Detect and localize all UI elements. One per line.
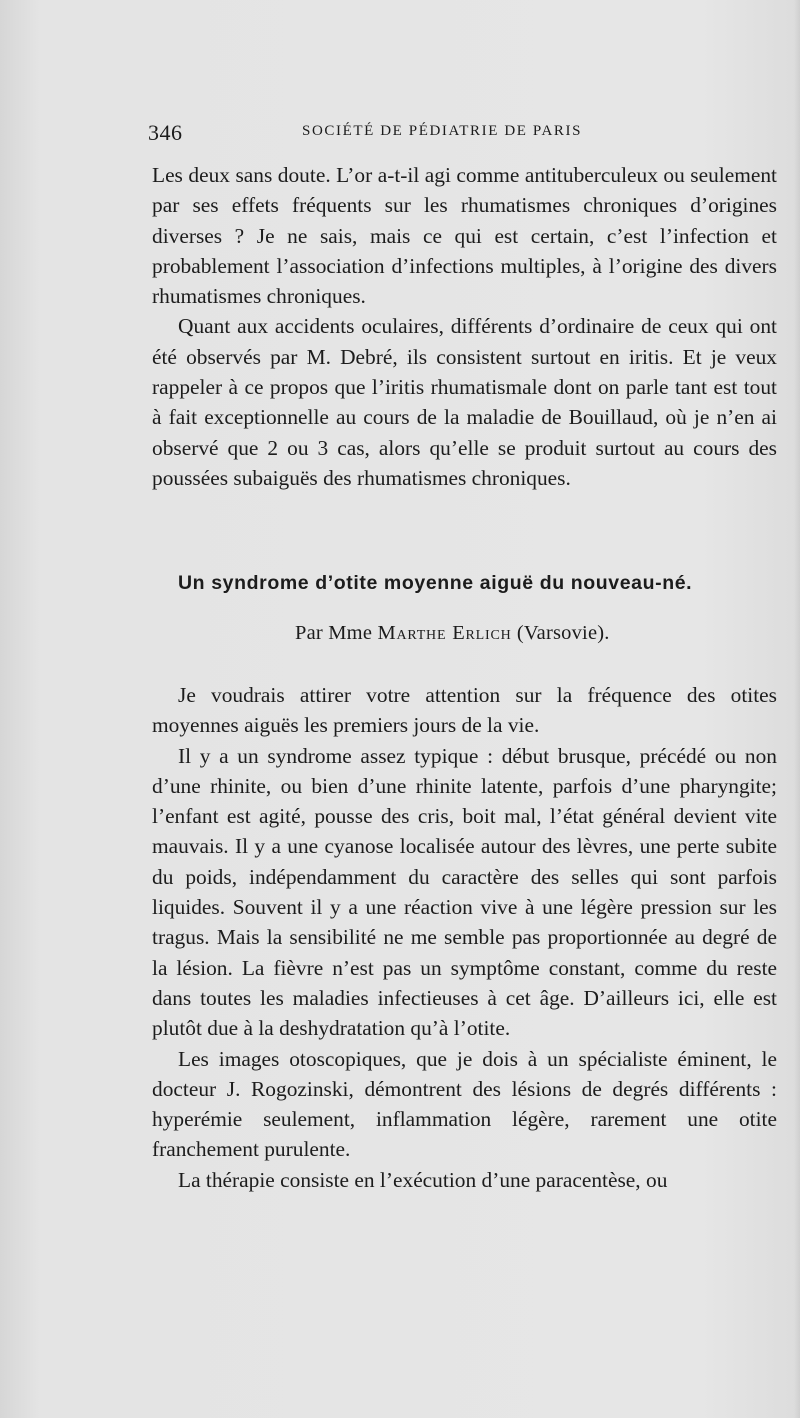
previous-discussion-text (152, 160, 777, 493)
article-body (152, 680, 777, 1195)
page-number: 346 (148, 120, 183, 145)
running-head (148, 120, 638, 150)
paragraph: La thérapie consiste en l’exécution d’une paracentèse, ou (178, 1167, 668, 1192)
journal-title: SOCIÉTÉ DE PÉDIATRIE DE PARIS (302, 123, 583, 139)
author-affiliation: (Varsovie). (511, 622, 610, 644)
paragraph: Les deux sans doute. L’or a-t-il agi comme antituberculeux ou seulement par ses effets fréquents sur les rhumatismes chroniques d’origines diverses ? Je ne sais, mais ce qui est certain, c’est l’infection et probablement l’association d’infections multiples, à l’origine des divers rhumatismes chroniques. (152, 163, 777, 309)
page-edge-shadow (794, 0, 800, 1418)
byline-prefix: Par Mme (295, 622, 378, 644)
paragraph: Il y a un syndrome assez typique : début brusque, précédé ou non d’une rhinite, ou bien d’une rhinite latente, parfois d’une pharyngite; l’enfant est agité, pousse des cris, boit mal, l’état général devient vite mauvais. Il y a une cyanose localisée autour des lèvres, une perte subite du poids, indépendamment du caractère des selles qui sont parfois liquides. Souvent il y a une réaction vive à une légère pression sur les tragus. Mais la sensibilité ne me semble pas proportionnée au degré de la lésion. La fièvre n’est pas un symptôme constant, comme du reste dans toutes les maladies infectieuses à cet âge. D’ailleurs ici, elle est plutôt due à la deshydratation qu’à l’otite. (152, 743, 777, 1041)
paragraph: Les images otoscopiques, que je dois à un spécialiste éminent, le docteur J. Rogozinski, démontrent des lésions de degrés différents : hyperémie seulement, inflammation légère, rarement une otite franchement purulente. (152, 1046, 777, 1162)
author-name: Marthe Erlich (377, 622, 512, 644)
paragraph: Quant aux accidents oculaires, différents d’ordinaire de ceux qui ont été observés par M. Debré, ils consistent surtout en iritis. Et je veux rappeler à ce propos que l’iritis rhumatismale dont on parle tant est tout à fait exceptionnelle au cours de la maladie de Bouillaud, où je n’en ai observé que 2 ou 3 cas, alors qu’elle se produit surtout au cours des poussées subaiguës des rhumatismes chroniques. (152, 314, 777, 490)
article-byline (295, 622, 715, 645)
article-title: Un syndrome d’otite moyenne aiguë du nouveau-né. (178, 572, 693, 594)
paragraph: Je voudrais attirer votre attention sur la fréquence des otites moyennes aiguës les premiers jours de la vie. (152, 683, 777, 738)
